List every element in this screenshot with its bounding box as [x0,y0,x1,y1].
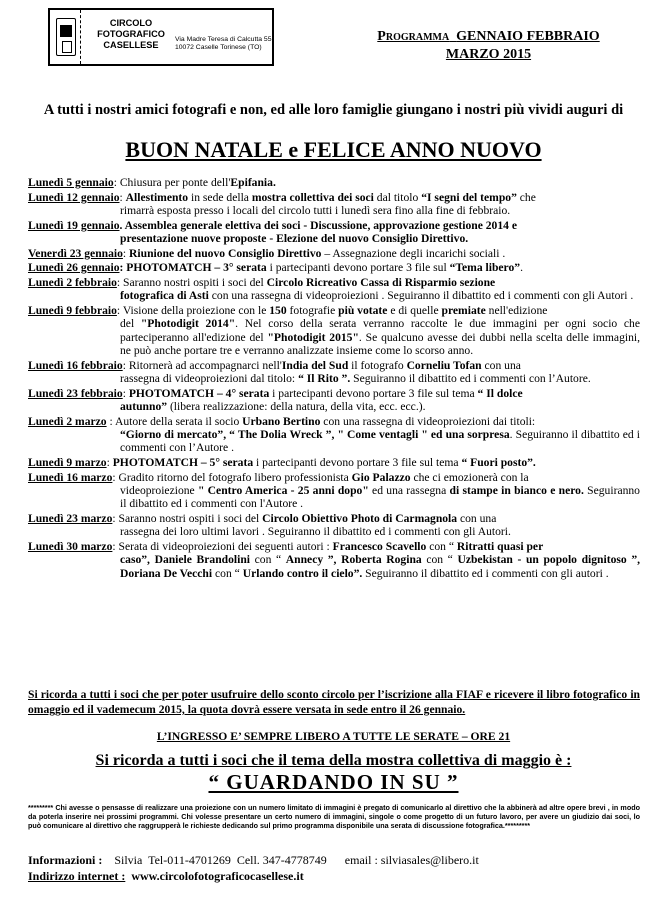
event-item [28,359,640,386]
event-continuation [28,317,640,357]
event-item [28,415,640,455]
event-item [28,247,640,260]
event-text: ed una rassegna [368,484,450,497]
event-text: in sede della [188,190,252,204]
club-address: Via Madre Teresa di Calcutta 55 10072 Caselle Torinese (TO) [175,36,272,51]
event-text: . Nel corso della serata verranno raccolte le due immagini per ogni socio che parteciperanno all'edizione del [120,317,640,344]
event-item [28,304,640,358]
event-item [28,219,640,246]
event-continuation [28,204,640,217]
website-url[interactable]: www.circolofotograficocasellese.it [125,869,304,883]
event-text: del [120,317,141,331]
event-text: “ Il Rito ”. [298,372,351,385]
event-date: Lunedì 9 febbraio [28,303,117,317]
event-text: : Gradito ritorno del fotografo libero professionista [112,470,352,484]
event-item [28,261,640,274]
event-text: più votate [338,303,388,317]
event-text: "Photodigit 2015" [267,330,359,344]
event-continuation [28,289,640,302]
event-text: : [122,246,130,260]
fine-print: ********* Chi avesse o pensasse di realizzare una proiezione con un numero limitato di immagini è pregato di comunicarlo al direttivo che la abbinerà ad altre opere brevi , in modo da poterla inserire nei prossimi programmi. Chi volesse presentare un certo numero di immagini, singole o come progetto di un futuro lavoro, per avere un giudizio dai soci, lo può comunicare al direttivo che raggrupperà le richieste dedicando sul primo programma disponibile una serata di discussione fotografica.********* [28,803,640,831]
event-text: Seguiranno il dibattito ed i commenti con l’Autore. [350,372,591,385]
filmstrip-decoration [80,10,84,64]
event-text: di stampe in bianco e nero. [449,484,584,497]
event-text: con “ [212,566,243,580]
info-label: Informazioni : [28,853,103,867]
event-text: (libera realizzazione: della natura, della vita, ecc. ecc.). [167,400,426,413]
event-text: “Tema libero” [449,261,521,275]
event-text: : PHOTOMATCH – 3° serata [119,261,270,275]
event-text: : Chiusura per ponte dell' [113,176,231,189]
event-text: fotografie [286,303,339,317]
event-text: Francesco Scavello [332,540,427,553]
event-text: "Photodigit 2014" [140,317,236,331]
event-item [28,540,640,580]
event-text: . Seguiranno il dibattito ed i commenti con l’Autore . [120,428,640,455]
event-text: “ Il dolce [477,386,523,400]
event-text: India del Sud [281,358,349,372]
event-text: Circolo Obiettivo Photo di Carmagnola [262,512,458,525]
event-text: Corneliu Tofan [406,358,482,372]
event-text: presentazione nuove proposte - Elezione del nuovo Consiglio Direttivo. [120,232,469,245]
event-text: : Ritornerà ad accompagnarci nell' [122,358,282,372]
event-item [28,176,640,189]
event-text: i partecipanti devono portare 3 file sul [269,261,450,275]
club-name: CIRCOLO FOTOGRAFICO CASELLESE [97,18,165,50]
event-text: con “ [250,553,286,567]
event-text: – Assegnazione degli incarichi sociali . [321,246,506,260]
event-text: nell'edizione [485,303,548,317]
event-text: caso”, Daniele Brandolini [120,553,251,567]
website-label: Indirizzo internet : [28,869,126,883]
event-text: con una rassegna di videoproiezioni dai titoli: [320,414,536,428]
event-continuation [28,484,640,511]
event-text: : Saranno nostri ospiti i soci del [116,275,267,289]
event-text: mostra collettiva dei soci [251,190,374,204]
event-text: dal titolo [373,190,422,204]
coat-of-arms-icon [56,18,76,56]
exhibition-reminder: Si ricorda a tutti i soci che il tema della mostra collettiva di maggio è : [95,752,572,769]
event-text: rimarrà esposta presso i locali del circolo tutti i lunedì sera fino alla fine di febbraio. [120,204,511,217]
event-text: i partecipanti devono portare 3 file sul tema [253,456,462,469]
event-text: i partecipanti devono portare 3 file sul tema [269,386,478,400]
greeting: A tutti i nostri amici fotografi e non, ed alle loro famiglie giungano i nostri più vividi auguri di [43,102,624,118]
event-text: “Giorno di mercato”, “ The Dolia Wreck ”, " Come ventagli " ed una sorpresa [120,428,510,441]
event-text: . Assemblea generale elettiva dei soci - Discussione, approvazione gestione 2014 e [119,218,517,232]
event-date: Venerdì 23 gennaio [28,246,123,260]
club-logo [48,8,274,66]
contact-info [28,852,640,868]
event-text: : Autore della serata il socio [106,414,243,428]
event-text: con una [457,512,497,525]
event-text: : [119,190,126,204]
event-date: Lunedì 16 marzo [28,470,113,484]
event-item [28,191,640,218]
event-text: che [516,190,536,204]
event-text: PHOTOMATCH – 4° serata [128,386,270,400]
event-text: Epifania. [230,176,276,189]
event-item [28,512,640,539]
event-text: autunno” [120,400,168,413]
event-text: : [122,386,129,400]
event-text: 150 [269,303,287,317]
event-item [28,276,640,303]
event-text: : [106,456,113,469]
event-date: Lunedì 9 marzo [28,456,107,469]
event-text: con “ [426,540,457,553]
event-text: Urbano Bertino [242,414,321,428]
event-item [28,456,640,469]
event-continuation [28,525,640,538]
event-date: Lunedì 16 febbraio [28,358,123,372]
event-text: Gio Palazzo [351,470,411,484]
event-text: e di quelle [387,303,442,317]
event-text: il fotografo [348,358,407,372]
event-text: “I segni del tempo” [421,190,517,204]
event-text: Annecy ”, Roberta Rogina [285,553,422,567]
event-text: Allestimento [125,190,189,204]
event-text: . [520,261,523,275]
event-text: : Saranno nostri ospiti i soci del [112,512,263,525]
event-text: premiate [441,303,486,317]
event-date: Lunedì 30 marzo [28,540,113,553]
event-text: con “ [421,553,458,567]
event-text: PHOTOMATCH – 5° serata [112,456,254,469]
event-date: Lunedì 23 marzo [28,512,113,525]
event-text: rassegna dei loro ultimi lavori . Seguiranno il dibattito ed i commenti con gli Autori. [120,525,511,539]
event-text: : Visione della proiezione con le [116,303,270,317]
info-text: Silvia Tel-011-4701269 Cell. 347-4778749 email : silviasales@libero.it [102,853,479,867]
event-text: Ritratti quasi per [456,540,544,553]
event-date: Lunedì 5 gennaio [28,176,114,189]
fiaf-notice: Si ricorda a tutti i soci che per poter usufruire dello sconto circolo per l’iscrizione alla FIAF e ricevere il libro fotografico in omaggio ed il vademecum 2015, la quota dovrà essere versata in sede entro il 26 gennaio. [28,688,640,716]
event-text: Uzbekistan - un popolo dignitoso ”, Doriana De Vecchi [120,553,641,580]
event-item [28,387,640,414]
event-text: " Centro America - 25 anni dopo" [197,484,369,497]
event-date: Lunedì 2 febbraio [28,275,117,289]
event-date: Lunedì 19 gennaio [28,218,120,232]
event-text: Urlando contro il cielo”. [242,566,363,580]
event-date: Lunedì 23 febbraio [28,386,123,400]
event-text: che ci emozionerà con la [410,470,529,484]
event-date: Lunedì 26 gennaio [28,261,120,275]
event-item [28,471,640,511]
event-text: Circolo Ricreativo Cassa di Risparmio sezione [266,275,496,289]
event-text: Riunione del nuovo Consiglio Direttivo [129,246,322,260]
entry-note: L’INGRESSO E’ SEMPRE LIBERO A TUTTE LE SERATE – ORE 21 [156,730,511,743]
event-continuation [28,553,640,580]
event-text: . Se qualcuno avesse dei dubbi nella scelta delle immagini, ne può anche portare tre e verranno analizzate insieme come lo scorso anno. [120,330,641,357]
event-date: Lunedì 2 marzo [28,414,107,428]
event-continuation [28,232,640,245]
event-text: “ Fuori posto”. [461,456,536,469]
event-text: videoproiezione [120,484,198,497]
event-text: con una [481,358,521,372]
event-text: : Serata di videoproiezioni dei seguenti autori : [112,540,333,553]
event-continuation [28,400,640,413]
event-date: Lunedì 12 gennaio [28,190,120,204]
event-text: con una rassegna di videoproiezioni . Seguiranno il dibattito ed i commenti con gli Autori . [208,289,634,303]
program-title: Programma GENNAIO FEBBRAIO MARZO 2015 [377,29,600,62]
event-text: rassegna di videoproiezioni dal titolo: [120,372,299,385]
event-continuation [28,428,640,455]
event-text: Seguiranno il dibattito ed i commenti con gli autori . [362,566,609,580]
event-continuation [28,372,640,385]
exhibition-theme: “ GUARDANDO IN SU ” [208,770,459,794]
website-line [28,868,640,884]
event-text: Seguiranno il dibattito ed i commenti con l'Autore . [120,484,640,511]
event-program [28,176,640,581]
event-text: fotografica di Asti [120,289,209,303]
holiday-wish: BUON NATALE e FELICE ANNO NUOVO [125,137,542,162]
